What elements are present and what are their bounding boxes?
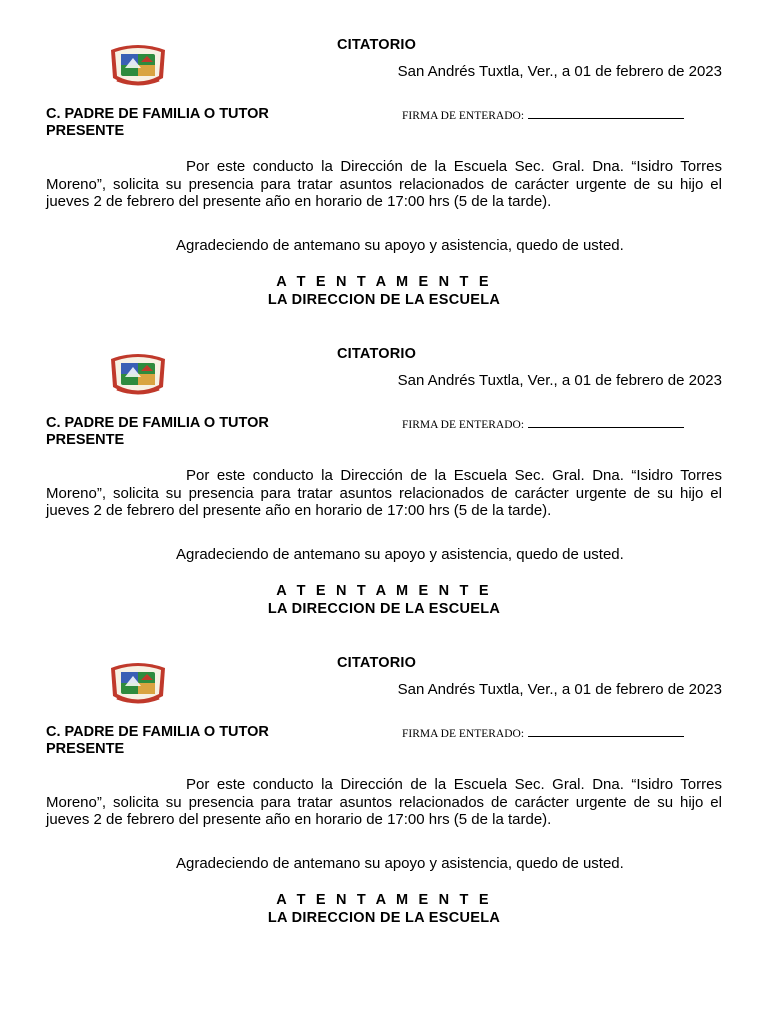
body-paragraph: Por este conducto la Dirección de la Escuela Sec. Gral. Dna. “Isidro Torres Moreno”, solicita su presencia para tratar asuntos relacionados de carácter urgente de su hijo el jueves 2 de febrero del presente año en horario de 17:00 hrs (5 de la tarde). [46,158,722,210]
firma-field [402,109,684,122]
firma-field [402,418,684,431]
date-line: San Andrés Tuxtla, Ver., a 01 de febrero de 2023 [397,63,722,80]
closing-line: A T E N T A M E N T E [276,274,492,290]
school-crest-icon [107,660,169,706]
signature-block: LA DIRECCION DE LA ESCUELA [267,601,501,617]
body-paragraph: Por este conducto la Dirección de la Escuela Sec. Gral. Dna. “Isidro Torres Moreno”, solicita su presencia para tratar asuntos relacionados de carácter urgente de su hijo el jueves 2 de febrero del presente año en horario de 17:00 hrs (5 de la tarde). [46,467,722,519]
citatorio-title: CITATORIO [337,655,417,671]
body-paragraph: Por este conducto la Dirección de la Escuela Sec. Gral. Dna. “Isidro Torres Moreno”, solicita su presencia para tratar asuntos relacionados de carácter urgente de su hijo el jueves 2 de febrero del presente año en horario de 17:00 hrs (5 de la tarde). [46,776,722,828]
thanks-paragraph: Agradeciendo de antemano su apoyo y asistencia, quedo de usted. [176,855,624,872]
presente-line: PRESENTE [46,123,125,139]
addressee-line: C. PADRE DE FAMILIA O TUTOR [46,724,269,740]
addressee-line: C. PADRE DE FAMILIA O TUTOR [46,106,269,122]
signature-block: LA DIRECCION DE LA ESCUELA [267,910,501,926]
addressee [46,415,269,449]
signature-line [528,727,684,737]
presente-line: PRESENTE [46,432,125,448]
thanks-paragraph: Agradeciendo de antemano su apoyo y asistencia, quedo de usted. [176,237,624,254]
citatorio-1 [0,0,768,309]
citatorio-2 [0,309,768,618]
citatorio-title: CITATORIO [337,37,417,53]
date-line: San Andrés Tuxtla, Ver., a 01 de febrero de 2023 [397,372,722,389]
date-line: San Andrés Tuxtla, Ver., a 01 de febrero de 2023 [397,681,722,698]
signature-line [528,109,684,119]
signature-line [528,418,684,428]
firma-field [402,727,684,740]
citatorio-title: CITATORIO [337,346,417,362]
firma-label: FIRMA DE ENTERADO: [402,110,525,122]
firma-label: FIRMA DE ENTERADO: [402,419,525,431]
closing-line: A T E N T A M E N T E [276,583,492,599]
thanks-paragraph: Agradeciendo de antemano su apoyo y asistencia, quedo de usted. [176,546,624,563]
presente-line: PRESENTE [46,741,125,757]
closing-line: A T E N T A M E N T E [276,892,492,908]
signature-block: LA DIRECCION DE LA ESCUELA [267,292,501,308]
addressee-line: C. PADRE DE FAMILIA O TUTOR [46,415,269,431]
citatorio-3 [0,618,768,927]
addressee [46,724,269,758]
school-crest-icon [107,42,169,88]
addressee [46,106,269,140]
school-crest-icon [107,351,169,397]
firma-label: FIRMA DE ENTERADO: [402,728,525,740]
